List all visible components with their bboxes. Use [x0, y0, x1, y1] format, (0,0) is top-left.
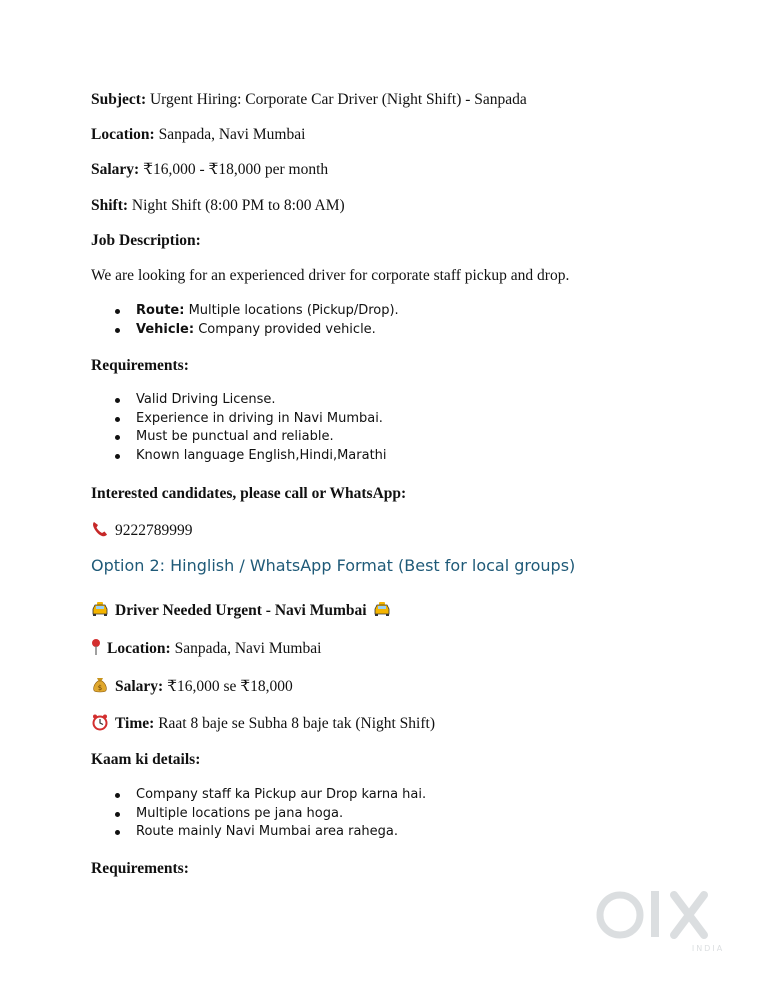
location-text: Sanpada, Navi Mumbai	[154, 126, 306, 143]
svg-text:INDIA: INDIA	[691, 944, 725, 953]
list-item: Must be punctual and reliable.	[0, 428, 387, 447]
job-description-heading: Job Description:	[91, 232, 201, 249]
hinglish-title: Driver Needed Urgent - Navi Mumbai	[115, 602, 367, 619]
option2-heading: Option 2: Hinglish / WhatsApp Format (Best for local groups)	[91, 556, 576, 575]
shift-text: Night Shift (8:00 PM to 8:00 AM)	[128, 197, 345, 214]
job-description-text: We are looking for an experienced driver for corporate staff pickup and drop.	[91, 267, 570, 284]
details-list	[0, 786, 426, 842]
subject-line	[91, 90, 527, 110]
svg-text:$: $	[97, 684, 103, 692]
hinglish-title-line	[91, 600, 397, 621]
taxi-icon	[373, 600, 391, 618]
hinglish-salary-line: $ Salary: ₹16,000 se ₹18,000	[91, 676, 293, 697]
contact-heading: Interested candidates, please call or WhatsApp:	[91, 485, 407, 502]
list-item: Experience in driving in Navi Mumbai.	[0, 410, 387, 429]
details-heading: Kaam ki details:	[91, 751, 201, 768]
list-item: Valid Driving License.	[0, 391, 387, 410]
list-item: Company staff ka Pickup aur Drop karna hai.	[0, 786, 426, 805]
taxi-icon	[91, 600, 109, 618]
list-item: Known language English,Hindi,Marathi	[0, 447, 387, 466]
subject-text: Urgent Hiring: Corporate Car Driver (Night Shift) - Sanpada	[146, 91, 527, 108]
hinglish-time-line: Time: Raat 8 baje se Subha 8 baje tak (Night Shift)	[91, 713, 435, 734]
requirements-heading: Requirements:	[91, 357, 189, 374]
shift-label: Shift:	[91, 197, 129, 214]
money-bag-icon	[91, 676, 109, 694]
list-item: Route mainly Navi Mumbai area rahega.	[0, 823, 426, 842]
hinglish-requirements-heading: Requirements:	[91, 860, 189, 877]
olx-watermark-logo	[596, 885, 736, 955]
location-label: Location:	[91, 126, 155, 143]
alarm-clock-icon	[91, 713, 109, 731]
job-bullet-list	[0, 302, 399, 339]
list-item: Vehicle: Company provided vehicle.	[0, 321, 399, 340]
hinglish-location-line: Location: Sanpada, Navi Mumbai	[91, 638, 321, 659]
telephone-receiver-icon	[91, 520, 109, 538]
location-line	[91, 125, 305, 145]
requirements-list	[0, 391, 387, 466]
shift-line	[91, 196, 345, 216]
salary-line	[91, 160, 328, 180]
subject-label: Subject:	[91, 91, 147, 108]
list-item: Route: Multiple locations (Pickup/Drop).	[0, 302, 399, 321]
salary-label: Salary:	[91, 161, 140, 178]
list-item: Multiple locations pe jana hoga.	[0, 805, 426, 824]
phone-line	[91, 520, 193, 541]
phone-number[interactable]: 9222789999	[115, 522, 193, 539]
salary-text: ₹16,000 - ₹18,000 per month	[139, 161, 329, 178]
round-pushpin-icon	[91, 638, 101, 656]
